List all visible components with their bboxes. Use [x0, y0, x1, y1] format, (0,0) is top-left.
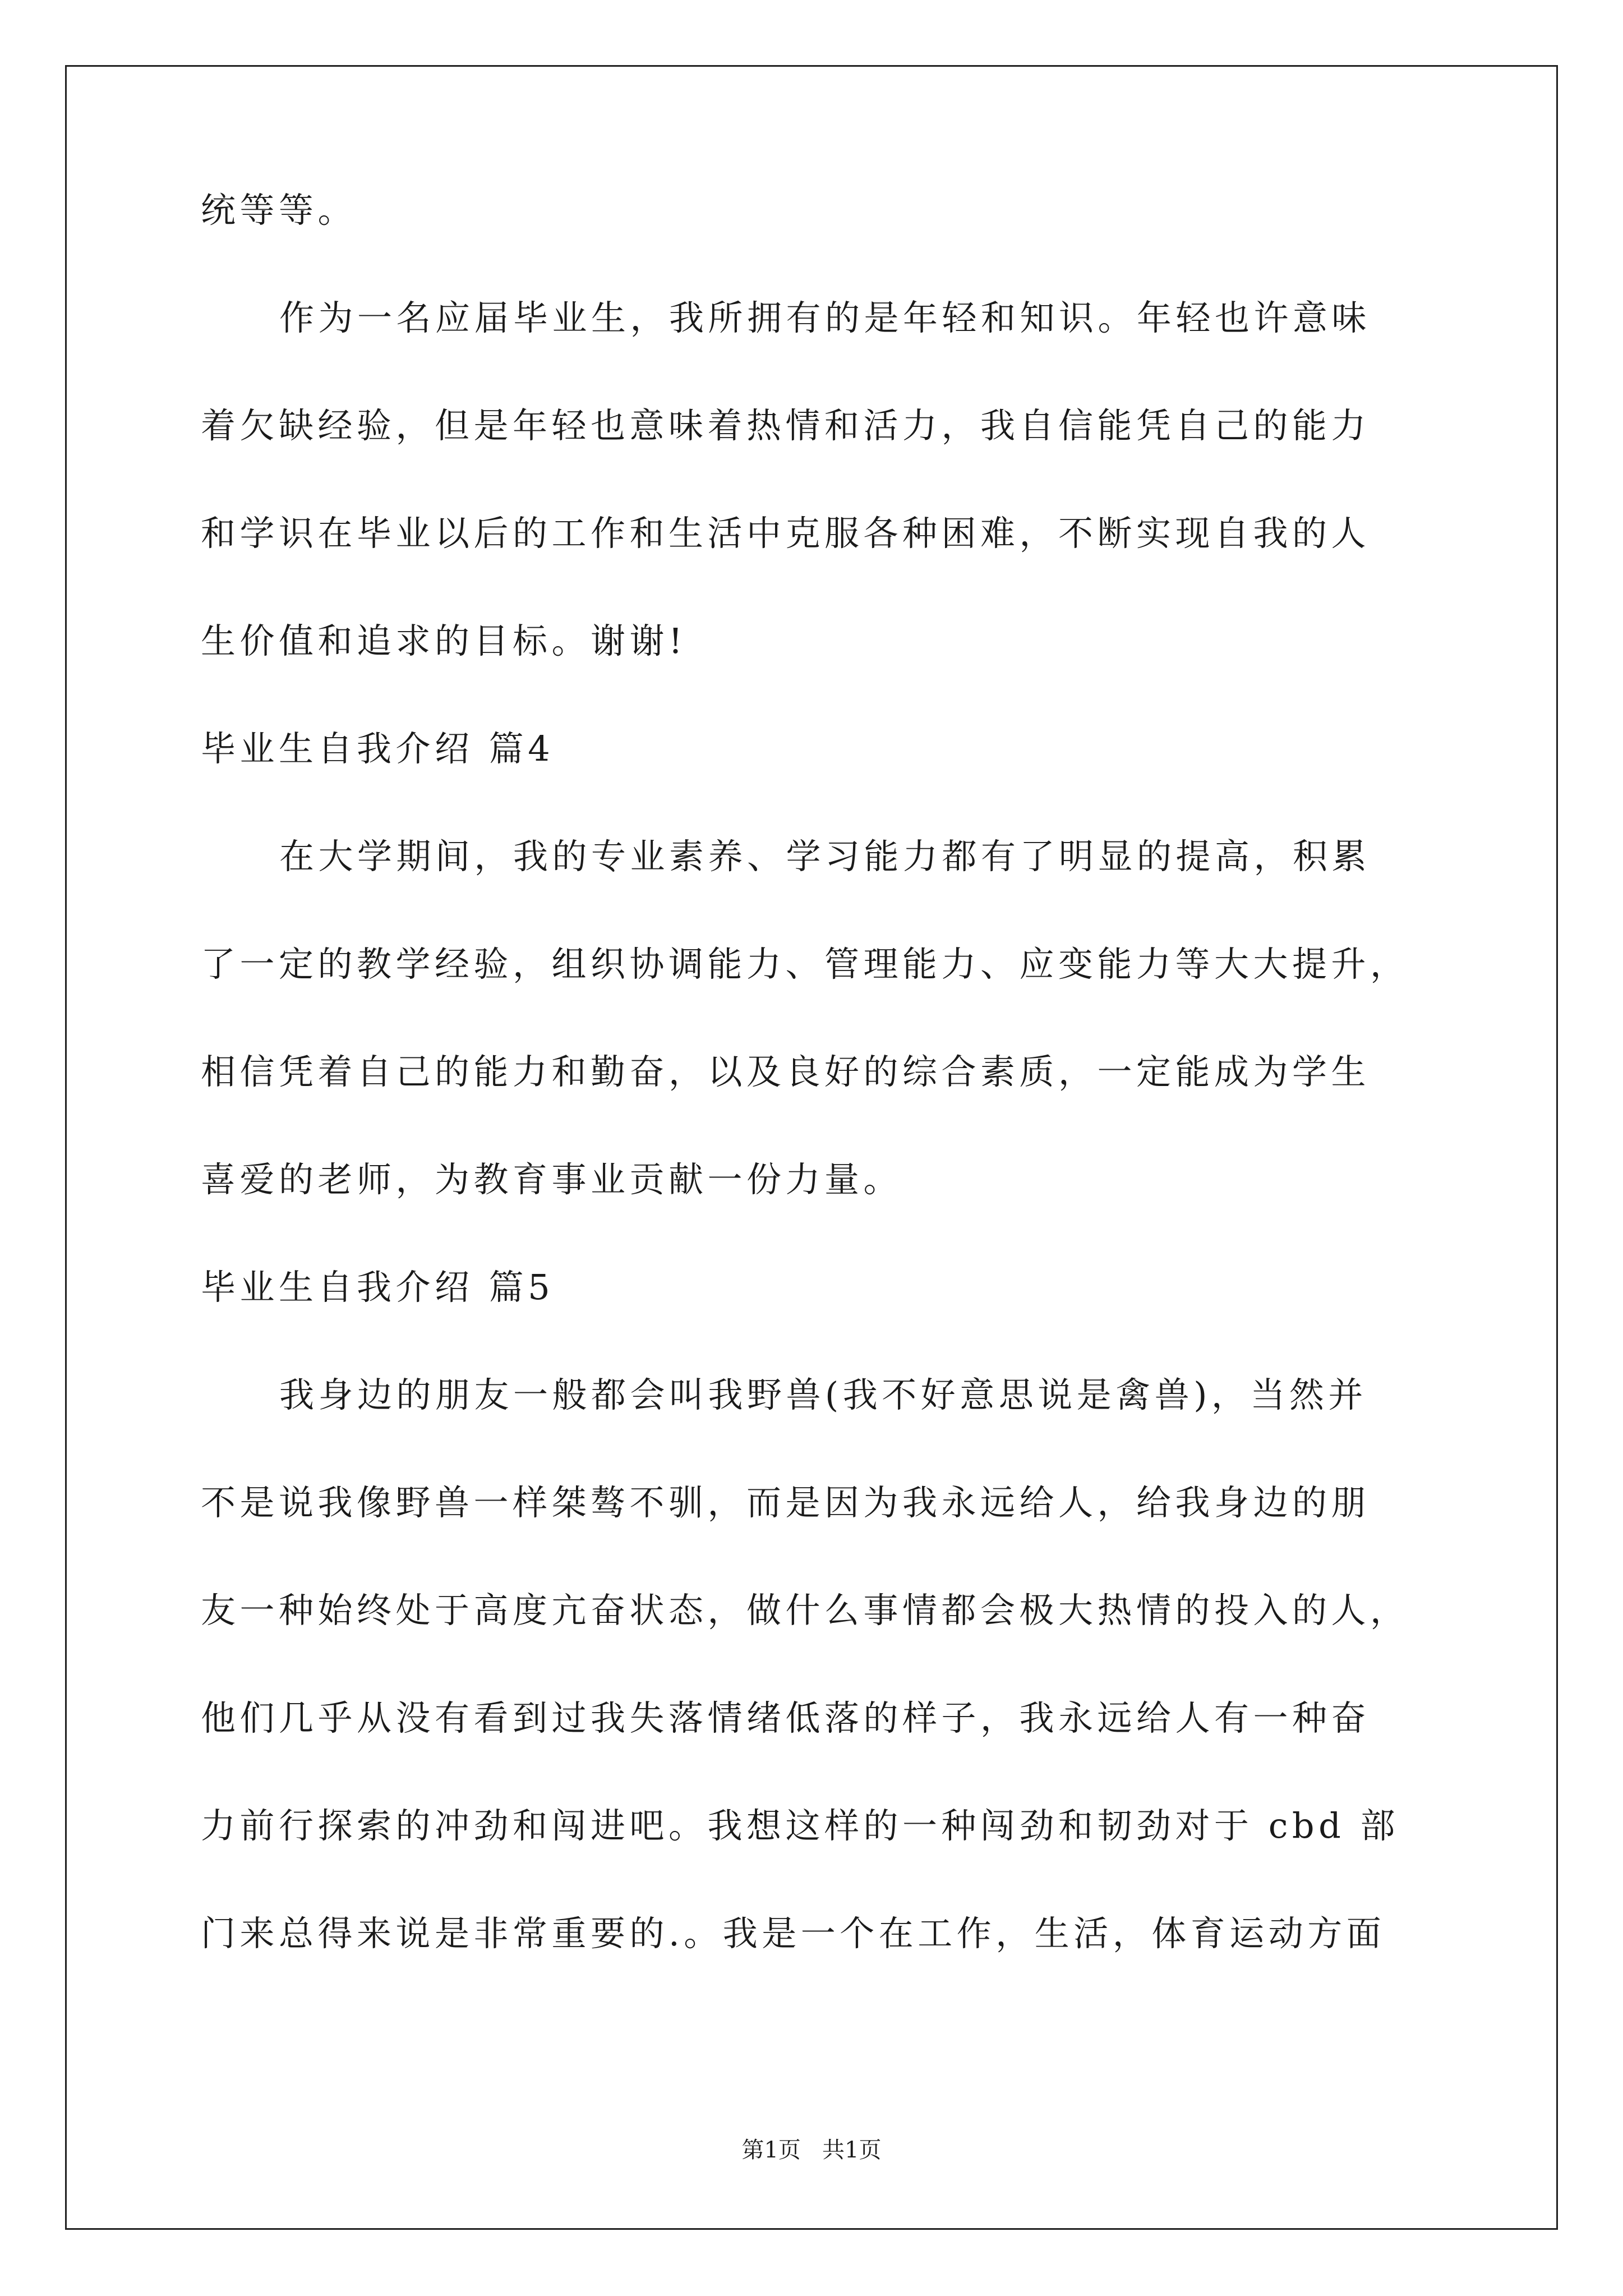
- text-line: 着欠缺经验，但是年轻也意味着热情和活力，我自信能凭自己的能力: [201, 405, 1371, 446]
- paragraph-first-line: 在大学期间，我的专业素养、学习能力都有了明显的提高，积累: [279, 836, 1371, 877]
- text-line: 力前行探索的冲劲和闯进吧。我想这样的一种闯劲和韧劲对于 cbd 部: [201, 1805, 1400, 1846]
- page-number-footer: 第1页 共1页: [741, 2137, 882, 2163]
- paragraph-first-line: 我身边的朋友一般都会叫我野兽(我不好意思说是禽兽)，当然并: [279, 1374, 1367, 1415]
- text-line: 相信凭着自己的能力和勤奋，以及良好的综合素质，一定能成为学生: [201, 1051, 1371, 1092]
- text-line: 门来总得来说是非常重要的.。我是一个在工作，生活，体育运动方面: [201, 1913, 1386, 1954]
- section-heading: 毕业生自我介绍 篇4: [201, 728, 555, 769]
- section-heading: 毕业生自我介绍 篇5: [201, 1267, 555, 1308]
- text-line: 和学识在毕业以后的工作和生活中克服各种困难，不断实现自我的人: [201, 513, 1371, 554]
- text-line: 喜爱的老师，为教育事业贡献一份力量。: [201, 1159, 903, 1200]
- text-line: 友一种始终处于高度亢奋状态，做什么事情都会极大热情的投入的人，: [201, 1590, 1409, 1631]
- text-line: 不是说我像野兽一样桀骜不驯，而是因为我永远给人，给我身边的朋: [201, 1482, 1371, 1523]
- text-line: 了一定的教学经验，组织协调能力、管理能力、应变能力等大大提升，: [201, 944, 1409, 984]
- text-line: 统等等。: [201, 190, 357, 231]
- page-border: [65, 65, 1558, 2230]
- text-line: 他们几乎从没有看到过我失落情绪低落的样子，我永远给人有一种奋: [201, 1697, 1371, 1738]
- text-line: 生价值和追求的目标。谢谢!: [201, 620, 687, 661]
- paragraph-first-line: 作为一名应届毕业生，我所拥有的是年轻和知识。年轻也许意味: [279, 297, 1371, 338]
